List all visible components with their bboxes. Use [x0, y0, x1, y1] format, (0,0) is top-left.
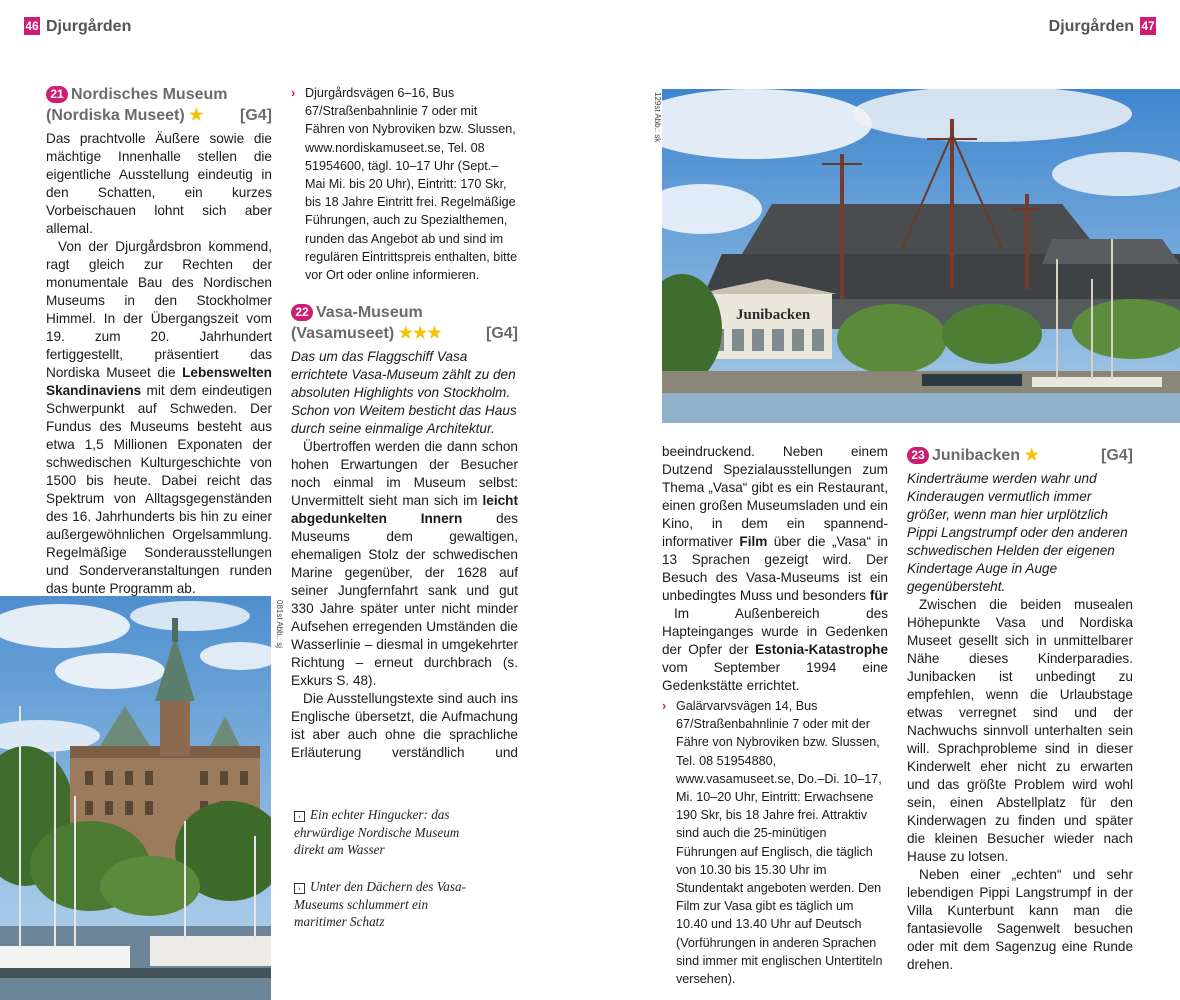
nordiska-info-block — [291, 84, 518, 284]
right-photo-credit: 129st Abb.: sk — [653, 92, 662, 143]
vasa-info-block — [662, 697, 888, 988]
rating-stars: ★ — [189, 107, 204, 124]
rating-stars: ★★★ — [398, 325, 442, 343]
nordiska-title-line1: Nordisches Museum — [71, 86, 228, 103]
image-pointer-left-icon: ‹ — [294, 811, 305, 822]
nordiska-title-line2: (Nordiska Museet) — [46, 107, 185, 124]
vasa-paragraph-1: Übertroffen werden die dann schon hohen Erwartungen der Besucher noch einmal im Museum selbst: Unvermittelt sieht man sich im leicht abgedunkelten Innern des Museums dem gewaltigen, ehemaligen Stolz der schwedischen Marine gegenüber, der 1628 auf seiner Jungfernfahrt sank und gut 330 Jahre später unter nicht minder Aufsehen erregenden Umständen die Wasserlinie – diesmal in umgekehrter Richtung – erneut durchbrach (s. Exkurs S. 48). — [291, 439, 518, 689]
junibacken-paragraph-1: Zwischen die beiden musealen Höhepunkte Vasa und Nordiska Museet gesellt sich in unmittelbarer Nähe dieses Kinderparadies. Junibacken ist unbedingt zu empfehlen, wenn die Urlaubstage etwas verregnet sind und der Nachwuchs sinnvoll unterhalten sein will. Sprachprobleme sind in dieser Kinderwelt eher nicht zu erwarten und das größte Problem wird wohl sein, einen Abstellplatz für den Kinderwagen zu finden und später die kleinen Besucher wieder nach Hause zu lotsen. — [907, 597, 1133, 864]
left-photo-credit: 081st Abb.: sj — [275, 600, 284, 649]
vasa-paragraph-3: Im Außenbereich des Hapteinganges wurde in Gedenken der Opfer der Estonia-Katastrophe vom September 1994 eine Gedenkstätte errichtet. — [662, 606, 888, 693]
map-grid-ref: [G4] — [1101, 447, 1133, 464]
right-photo-caption — [294, 878, 479, 931]
junibacken-column — [907, 445, 1133, 974]
vasa-column-left — [291, 84, 518, 762]
vasa-paragraph-2-continued: beeindruckend. Neben einem Dutzend Spezialausstellungen zum Thema „Vasa“ gibt es ein Restaurant, einen großen Museumsladen und ein Kino, in dem ein spannend-informativer Film über die „Vasa“ in 13 Sprachen gezeigt wird. Der Besuch des Vasa-Museums ist ein unbedingtes Muss und besonders für — [662, 444, 888, 603]
vasa-info-text: Galärvarvsvägen 14, Bus 67/Straßenbahnlinie 7 oder mit der Fähre von Nybroviken bzw. Slussen, Tel. 08 51954880, www.vasamuseet.se, Do.–Di. 10–17, Mi. 10–20 Uhr, Eintritt: Erwachsene 190 Skr, bis 18 Jahre frei. Attraktiv sind auch die 25-minütigen Führungen auf Englisch, die täglich von 10.30 bis 15.30 Uhr im Stundentakt angeboten werden. Den Film zur Vasa gibt es täglich um 10.40 und 13.40 Uhr auf Deutsch (Vorführungen in anderen Sprachen sind immer mit englischen Untertiteln versehen). — [676, 699, 883, 987]
nordiska-heading — [46, 84, 272, 126]
vasa-column-right — [662, 443, 888, 988]
vasa-heading — [291, 302, 518, 344]
junibacken-heading — [907, 445, 1133, 466]
junibacken-title: Junibacken — [932, 447, 1021, 464]
junibacken-paragraph-2: Neben einer „echten“ und sehr lebendigen Pippi Langstrumpf in der Villa Kunterbunt kann man die fantasievolle Sagenwelt besuchen oder mit dem Sagenzug eine Runde drehen. — [907, 867, 1133, 972]
map-grid-ref: [G4] — [486, 325, 518, 343]
nordiska-museum-photo — [0, 596, 271, 1000]
entry-number-badge: 22 — [291, 304, 313, 321]
left-photo-caption — [294, 806, 472, 859]
vasa-title-line2: (Vasamuseet) — [291, 325, 395, 343]
left-photo-caption-text: Ein echter Hingucker: das ehrwürdige Nordische Museum direkt am Wasser — [294, 807, 460, 858]
nordiska-info-text: Djurgårdsvägen 6–16, Bus 67/Straßenbahnlinie 7 oder mit Fähren von Nybroviken bzw. Slussen, www.nordiskamuseet.se, Tel. 08 51954600, tägl. 10–17 Uhr (Sept.–Mai Mi. bis 20 Uhr), Eintritt: 170 Skr, bis 18 Jahre Eintritt frei. Regelmäßige Führungen, auch zu Spezialthemen, runden das Angebot ab und sind im regulären Eintrittspreis enthalten, bitte vor Ort oder online informieren. — [305, 86, 518, 283]
vasa-intro: Das um das Flaggschiff Vasa errichtete Vasa-Museum zählt zu den absoluten Highlights von Stockholm. Schon von Weitem besticht das Haus durch seine einmalige Architektur. — [291, 349, 517, 437]
nordiska-paragraph-2: Von der Djurgårdsbron kommend, ragt gleich zur Rechten der monumentale Bau des Nordischen Museums in den Stockholmer Himmel. In der Übergangszeit vom 19. zum 20. Jahrhundert fertiggestellt, präsentiert das Nordiska Museet die Lebenswelten Skandinaviens mit dem eindeutigen Schwerpunkt auf Schweden. Der Fundus des Museums besteht aus etwa 1,5 Millionen Exponaten der schwedischen Kulturgeschichte von 1500 bis heute. Dabei reicht das Spektrum von Alltagsgegenständen des 16. Jahrhunderts bis hin zu einer außergewöhnlichen Orgelsammlung. Regelmäßige Sonderausstellungen und Sonderveranstaltungen runden das bunte Programm ab. — [46, 239, 272, 596]
rating-stars: ★ — [1024, 447, 1039, 464]
nordiska-paragraph-1: Das prachtvolle Äußere sowie die mächtige Innenhalle stellen die eigentliche Ausstellung eindeutig in den Schatten, ein kurzes Vorbeischauen lohnt sich aber allemal. — [46, 131, 272, 236]
left-running-head: Djurgården — [46, 18, 132, 35]
vasa-title-line1: Vasa-Museum — [316, 304, 423, 322]
junibacken-sign-text: Junibacken — [736, 307, 811, 323]
nordiska-column — [46, 84, 272, 598]
chevron-right-icon: › — [662, 699, 667, 713]
ship-name: Vasa — [436, 349, 468, 365]
entry-number-badge: 23 — [907, 447, 929, 464]
right-photo-caption-text: Unter den Dächern des Vasa-Museums schlummert ein maritimer Schatz — [294, 879, 467, 930]
left-page-number: 46 — [25, 19, 39, 33]
junibacken-intro: Kinderträume werden wahr und Kinderaugen vermutlich immer größer, wenn man hier urplötzlich Pippi Langstrumpf oder den anderen schwedischen Helden der eigenen Kindertage Auge in Auge gegenübersteht. — [907, 471, 1128, 594]
image-pointer-right-icon: › — [294, 883, 305, 894]
entry-number-badge: 21 — [46, 86, 68, 103]
vasa-museum-photo — [662, 89, 1180, 423]
right-page-number: 47 — [1141, 19, 1155, 33]
right-running-head: Djurgården — [1048, 18, 1134, 35]
vasa-paragraph-2: Die Ausstellungstexte sind auch ins Englische übersetzt, die Aufmachung ist aber auch ohne die sprachliche Erläuterung verständlich und — [291, 691, 518, 761]
map-grid-ref: [G4] — [240, 107, 272, 124]
chevron-right-icon: › — [291, 86, 296, 100]
